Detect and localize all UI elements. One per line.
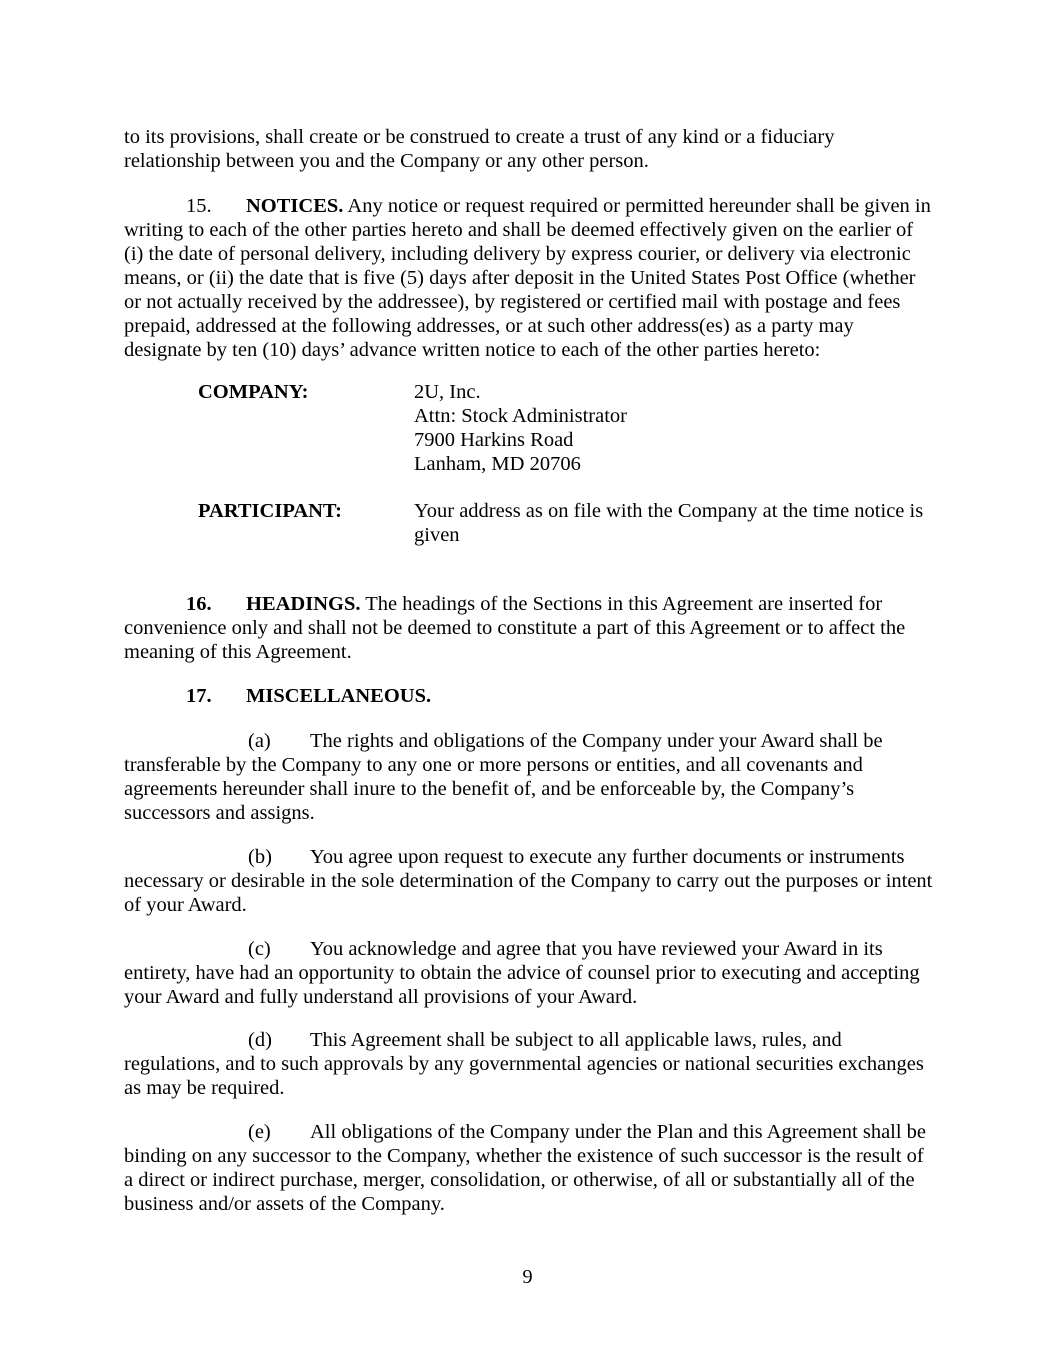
- subsection-d: [124, 1028, 936, 1100]
- subsection-b: [124, 845, 936, 917]
- subsection-d-text: This Agreement shall be subject to all applicable laws, rules, and regulations, and to such approvals by any governmental agencies or national securities exchanges as may be required.: [124, 1029, 924, 1099]
- subsection-c-letter: (c): [248, 938, 271, 960]
- company-line-3: 7900 Harkins Road: [414, 429, 574, 451]
- company-line-4: Lanham, MD 20706: [414, 453, 581, 475]
- section-15-number: 15.: [186, 195, 212, 217]
- subsection-c-text: You acknowledge and agree that you have reviewed your Award in its entirety, have had an opportunity to obtain the advice of counsel prior to executing and accepting your Award and fully understand all provisions of your Award.: [124, 938, 920, 1008]
- section-16-text: The headings of the Sections in this Agreement are inserted for convenience only and shall not be deemed to constitute a part of this Agreement or to affect the meaning of this Agreement.: [124, 593, 906, 663]
- section-16-number: 16.: [186, 593, 212, 615]
- subsection-b-letter: (b): [248, 846, 272, 868]
- subsection-d-letter: (d): [248, 1029, 272, 1051]
- company-line-1: 2U, Inc.: [414, 381, 481, 403]
- section-15-heading: NOTICES.: [246, 195, 344, 217]
- subsection-e: [124, 1120, 936, 1216]
- page-number: 9: [522, 1266, 533, 1288]
- subsection-a: [124, 729, 936, 825]
- section-17-heading-line: [124, 684, 936, 708]
- company-line-2: Attn: Stock Administrator: [414, 405, 627, 427]
- subsection-a-text: The rights and obligations of the Company under your Award shall be transferable by the Company to any one or more persons or entities, and all covenants and agreements hereunder shall inure to the benefit of, and be enforceable by, the Company’s successors and assigns.: [124, 730, 883, 824]
- participant-address-text: Your address as on file with the Company at the time notice is given: [414, 500, 924, 546]
- section-17-number: 17.: [186, 685, 212, 707]
- subsection-e-text: All obligations of the Company under the Plan and this Agreement shall be binding on any successor to the Company, whether the existence of such successor is the result of a direct or indirect purchase, merger, consolidation, or otherwise, of all or substantially all of the business and/or assets of the Company.: [124, 1121, 927, 1215]
- section-16-heading: HEADINGS.: [246, 593, 361, 615]
- subsection-e-letter: (e): [248, 1121, 271, 1143]
- subsection-a-letter: (a): [248, 730, 271, 752]
- intro-paragraph: to its provisions, shall create or be construed to create a trust of any kind or a fiduciary relationship between you and the Company or any other person.: [124, 126, 835, 172]
- company-label: COMPANY:: [198, 381, 309, 403]
- participant-label: PARTICIPANT:: [198, 500, 342, 522]
- section-15-text: Any notice or request required or permitted hereunder shall be given in writing to each of the other parties hereto and shall be deemed effectively given on the earlier of (i) the date of personal delivery, including delivery by express courier, or delivery via electronic means, or (ii) the date that is five (5) days after deposit in the United States Post Office (whether or not actually received by the addressee), by registered or certified mail with postage and fees prepaid, addressed at the following addresses, or at such other address(es) as a party may designate by ten (10) days’ advance written notice to each of the other parties hereto:: [124, 195, 931, 361]
- subsection-c: [124, 937, 936, 1009]
- section-15-paragraph: [124, 194, 936, 362]
- section-16-paragraph: [124, 592, 936, 664]
- subsection-b-text: You agree upon request to execute any further documents or instruments necessary or desirable in the sole determination of the Company to carry out the purposes or intent of your Award.: [124, 846, 933, 916]
- section-17-heading: MISCELLANEOUS.: [246, 685, 432, 707]
